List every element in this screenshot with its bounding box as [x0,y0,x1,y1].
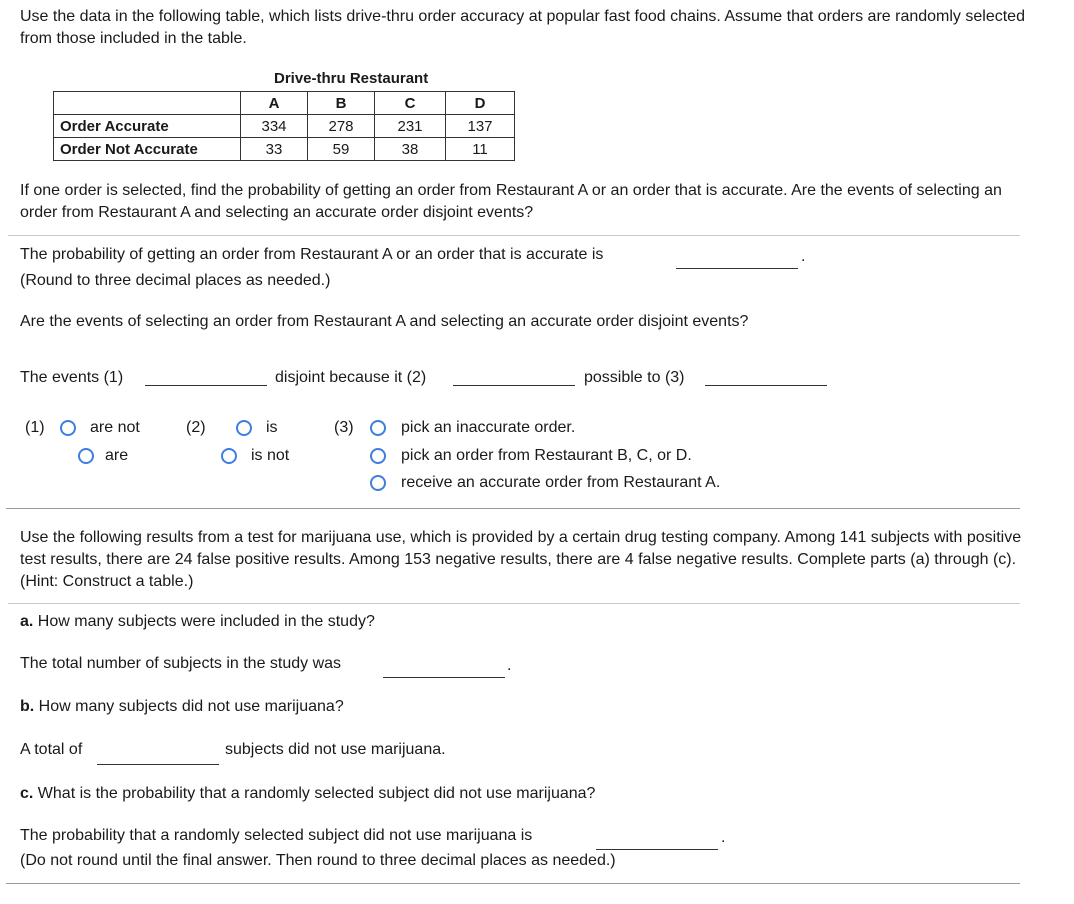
table-corner-cell [54,92,241,115]
table-cell: 11 [446,138,515,161]
problem1-question: If one order is selected, find the probability of getting an order from Restaurant A or an order that is accurate. Are the events of selecting an order from Restaurant A and selecting an accurate order disjoint events? [20,182,1002,221]
option-group-1-label: (1) [25,419,45,436]
part-b-prompt-post: subjects did not use marijuana. [225,741,446,758]
part-b-label: b. [20,698,35,715]
part-b-text: How many subjects did not use marijuana? [38,698,344,715]
table-caption: Drive-thru Restaurant [274,70,429,87]
part-a-label: a. [20,613,34,630]
radio-are-not[interactable] [60,420,76,436]
section-divider [6,508,1020,509]
part-c-text: What is the probability that a randomly selected subject did not use marijuana? [37,785,596,802]
divider [8,603,1020,604]
part-b-question [20,698,344,716]
table-cell: 231 [375,115,446,138]
table-row [54,115,515,138]
sentence-part3: possible to (3) [584,369,685,386]
radio-pick-bcd[interactable] [370,448,386,464]
row-label: Order Accurate [54,115,241,138]
option-are[interactable]: are [105,447,129,464]
option-group-3-label: (3) [334,419,354,436]
part-a-question [20,613,375,631]
table-cell: 334 [241,115,308,138]
round-note: (Round to three decimal places as needed.) [20,272,331,289]
part-c-question [20,785,595,803]
option-is-not[interactable]: is not [251,447,290,464]
probability-prompt: The probability of getting an order from Restaurant A or an order that is accurate is [20,246,604,263]
blank-3-dropdown[interactable] [705,385,827,386]
blank-2-dropdown[interactable] [453,385,575,386]
total-subjects-input[interactable] [383,677,505,678]
table-cell: 137 [446,115,515,138]
section-divider [6,883,1020,884]
table-cell: 59 [308,138,375,161]
part-c-prompt: The probability that a randomly selected subject did not use marijuana is [20,827,533,844]
part-b-prompt-pre: A total of [20,741,83,758]
period: . [801,248,806,265]
part-a-prompt: The total number of subjects in the study was [20,655,342,672]
non-users-input[interactable] [97,764,219,765]
part-c-note: (Do not round until the final answer. Then round to three decimal places as needed.) [20,852,616,869]
option-is[interactable]: is [266,419,278,436]
row-label: Order Not Accurate [54,138,241,161]
radio-is[interactable] [236,420,252,436]
probability-answer-input[interactable] [676,268,798,269]
radio-pick-inaccurate[interactable] [370,420,386,436]
radio-receive-accurate-a[interactable] [370,475,386,491]
col-header-c: C [375,92,446,115]
option-pick-bcd[interactable]: pick an order from Restaurant B, C, or D. [401,447,692,464]
period: . [721,829,726,846]
probability-non-user-input[interactable] [596,849,718,850]
table-cell: 33 [241,138,308,161]
col-header-b: B [308,92,375,115]
col-header-d: D [446,92,515,115]
option-receive-accurate-a[interactable]: receive an accurate order from Restaurant A. [401,474,721,491]
blank-1-dropdown[interactable] [145,385,267,386]
option-group-2-label: (2) [186,419,206,436]
problem1-intro: Use the data in the following table, which lists drive-thru order accuracy at popular fast food chains. Assume that orders are randomly selected from those included in the table. [20,8,1025,47]
option-pick-inaccurate[interactable]: pick an inaccurate order. [401,419,576,436]
table-cell: 278 [308,115,375,138]
sentence-part2: disjoint because it (2) [275,369,427,386]
part-c-label: c. [20,785,34,802]
table-header-row [54,92,515,115]
period: . [507,657,512,674]
disjoint-question: Are the events of selecting an order from Restaurant A and selecting an accurate order disjoint events? [20,313,749,330]
col-header-a: A [241,92,308,115]
drive-thru-table [53,91,515,161]
option-are-not[interactable]: are not [90,419,140,436]
table-row [54,138,515,161]
table-cell: 38 [375,138,446,161]
part-a-text: How many subjects were included in the study? [37,613,375,630]
sentence-part1: The events (1) [20,369,124,386]
divider [8,235,1020,236]
radio-are[interactable] [78,448,94,464]
problem2-intro: Use the following results from a test for marijuana use, which is provided by a certain drug testing company. Among 141 subjects with positive test results, there are 24 false positive results. Among 153 negative results, there are 4 false negative results. Complete parts (a) through (c). (Hint: Construct a table.) [20,529,1022,590]
radio-is-not[interactable] [221,448,237,464]
